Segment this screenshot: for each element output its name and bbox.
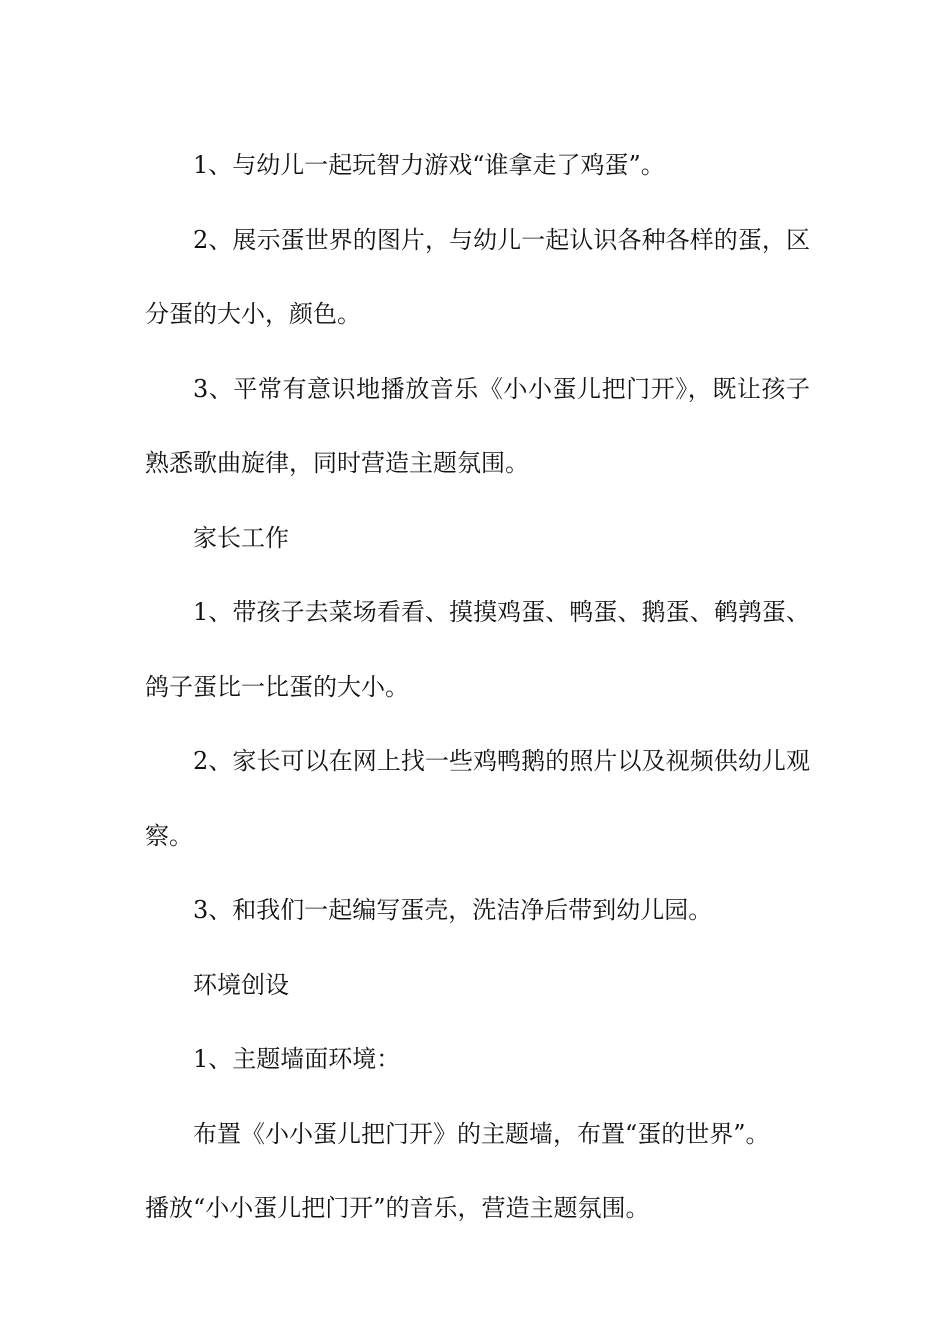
- document-body: [145, 128, 810, 1246]
- paragraph-parent-3: 3、和我们一起编写蛋壳，洗洁净后带到幼儿园。: [193, 896, 713, 924]
- paragraph-environment-wall: 布置《小小蛋儿把门开》的主题墙，布置“蛋的世界”。: [193, 1119, 770, 1148]
- section-heading-environment: 环境创设: [193, 970, 289, 999]
- paragraph-parent-1: 1、带孩子去菜场看看、摸摸鸡蛋、鸭蛋、鹅蛋、鹌鹑蛋、鸽子蛋比一比蛋的大小。: [145, 598, 810, 701]
- paragraph-activity-1: 1、与幼儿一起玩智力游戏“谁拿走了鸡蛋”。: [193, 151, 665, 179]
- paragraph-environment-music: 播放“小小蛋儿把门开”的音乐，营造主题氛围。: [145, 1194, 650, 1222]
- paragraph-parent-2: 2、家长可以在网上找一些鸡鸭鹅的照片以及视频供幼儿观察。: [145, 747, 810, 850]
- paragraph-environment-1: 1、主题墙面环境：: [193, 1045, 401, 1073]
- paragraph-activity-3: 3、平常有意识地播放音乐《小小蛋儿把门开》，既让孩子熟悉歌曲旋律，同时营造主题氛围。: [145, 374, 810, 477]
- section-heading-parent-work: 家长工作: [193, 523, 289, 552]
- paragraph-activity-2: 2、展示蛋世界的图片，与幼儿一起认识各种各样的蛋，区分蛋的大小，颜色。: [145, 225, 810, 328]
